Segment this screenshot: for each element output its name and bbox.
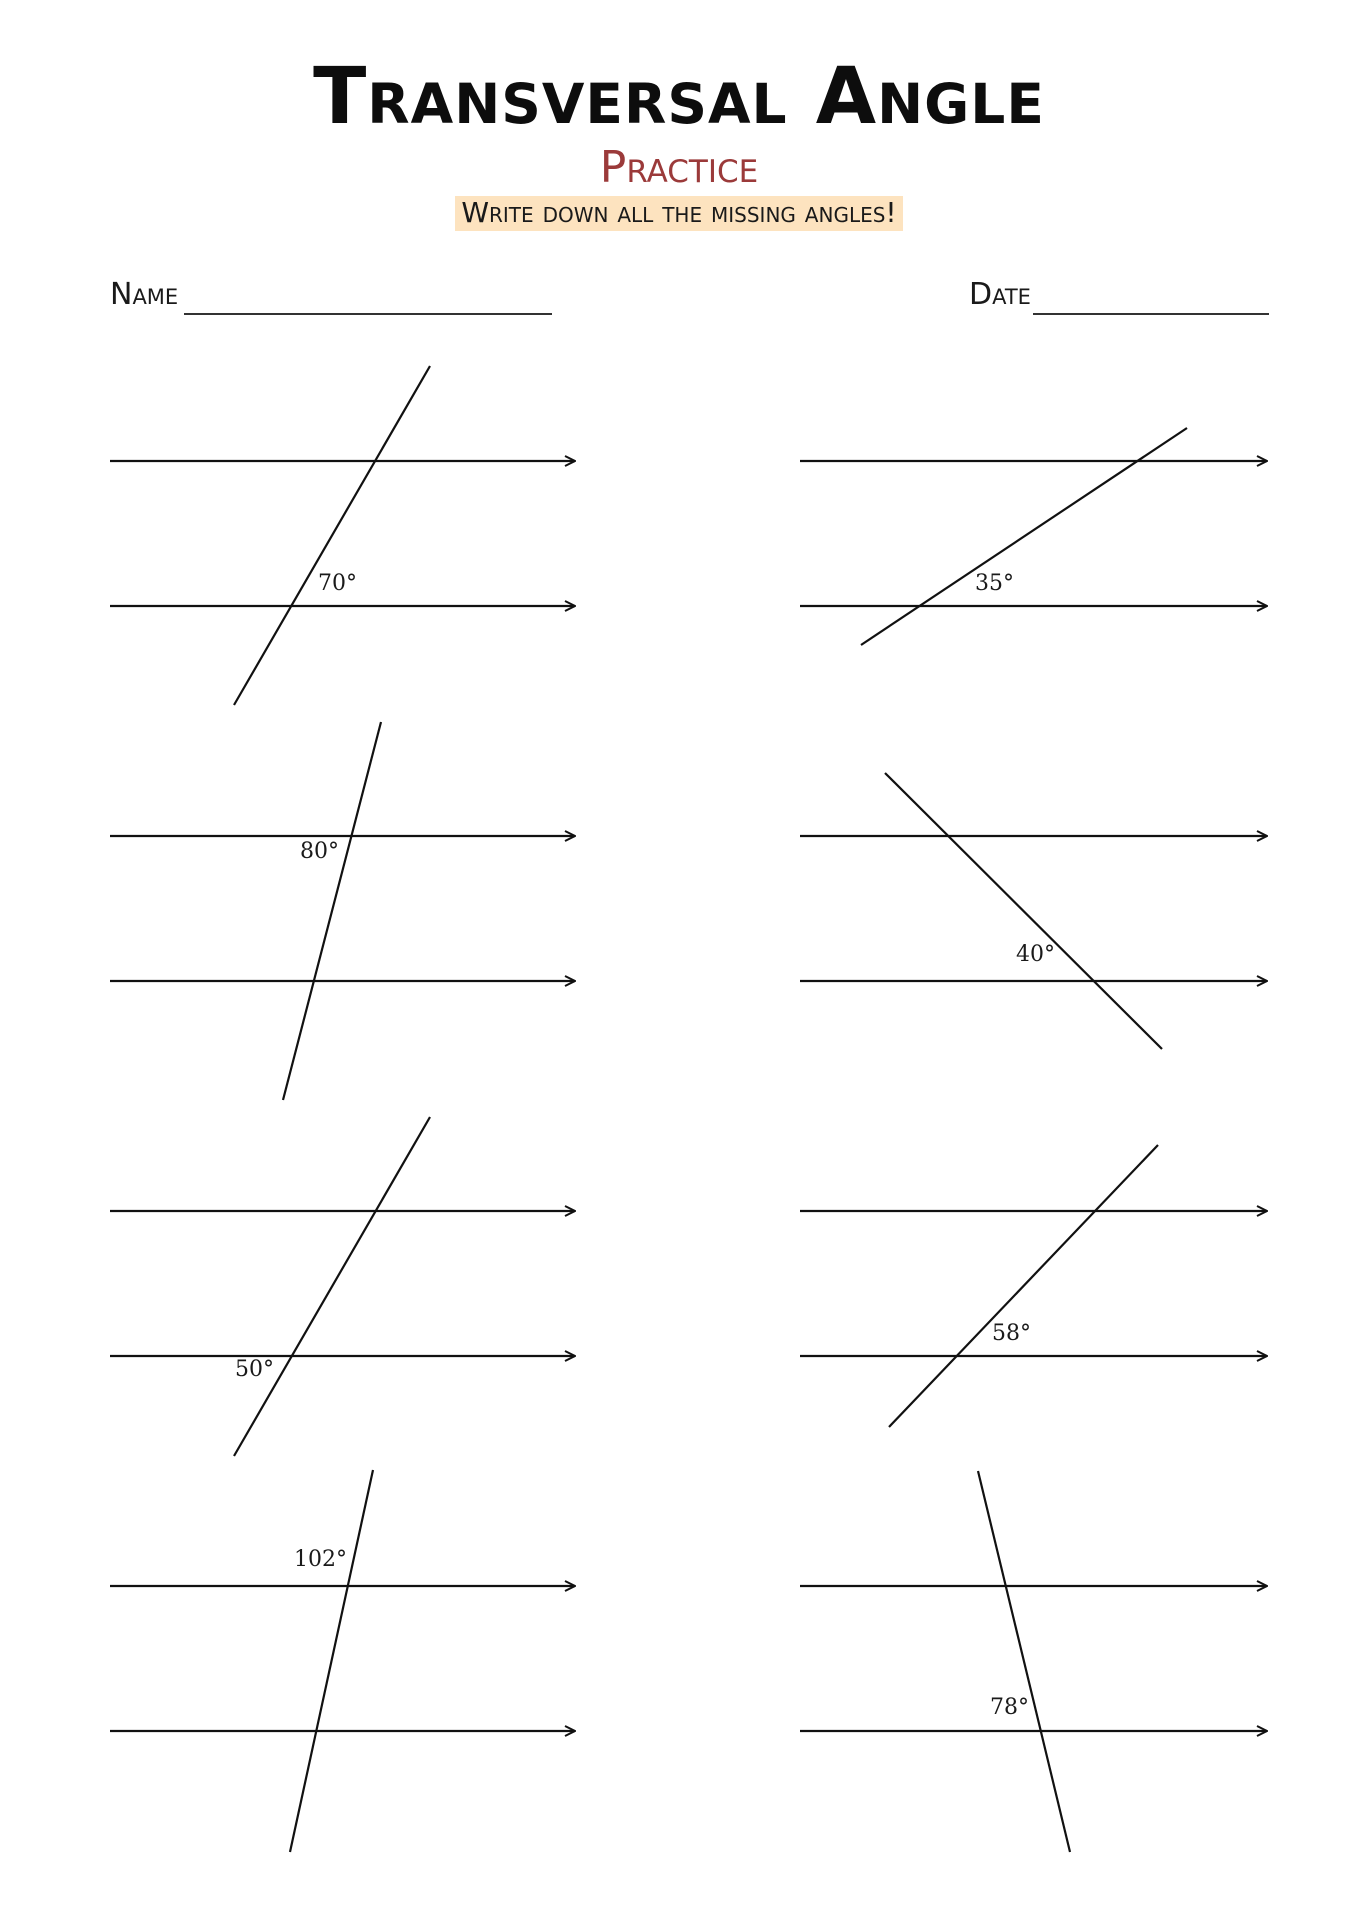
given-angle-label: 50° (235, 1357, 274, 1382)
transversal-line (978, 1471, 1070, 1852)
date-label: Date (969, 277, 1031, 312)
name-label: Name (110, 277, 179, 312)
problem-figure-3 (110, 722, 575, 1100)
given-angle-label: 78° (990, 1695, 1029, 1720)
transversal-line (290, 1470, 373, 1852)
transversal-line (283, 722, 381, 1100)
given-angle-label: 80° (300, 839, 339, 864)
worksheet-title: Transversal Angle (313, 52, 1045, 142)
problem-figure-5 (110, 1117, 575, 1456)
transversal-line (234, 366, 430, 705)
worksheet-subtitle: Practice (599, 142, 759, 193)
given-angle-label: 102° (294, 1547, 347, 1572)
problem-figure-1 (110, 366, 575, 705)
given-angle-label: 35° (975, 571, 1014, 596)
transversal-line (885, 773, 1162, 1049)
given-angle-label: 58° (992, 1321, 1031, 1346)
transversal-line (234, 1117, 430, 1456)
given-angle-label: 40° (1016, 942, 1055, 967)
problem-figure-8 (800, 1471, 1267, 1852)
problem-figure-6 (800, 1145, 1267, 1427)
problem-figure-2 (800, 428, 1267, 645)
given-angle-label: 70° (318, 571, 357, 596)
instruction-text: Write down all the missing angles! (455, 196, 902, 231)
problem-figure-4 (800, 773, 1267, 1049)
transversal-line (889, 1145, 1158, 1427)
problem-figure-7 (110, 1470, 575, 1852)
